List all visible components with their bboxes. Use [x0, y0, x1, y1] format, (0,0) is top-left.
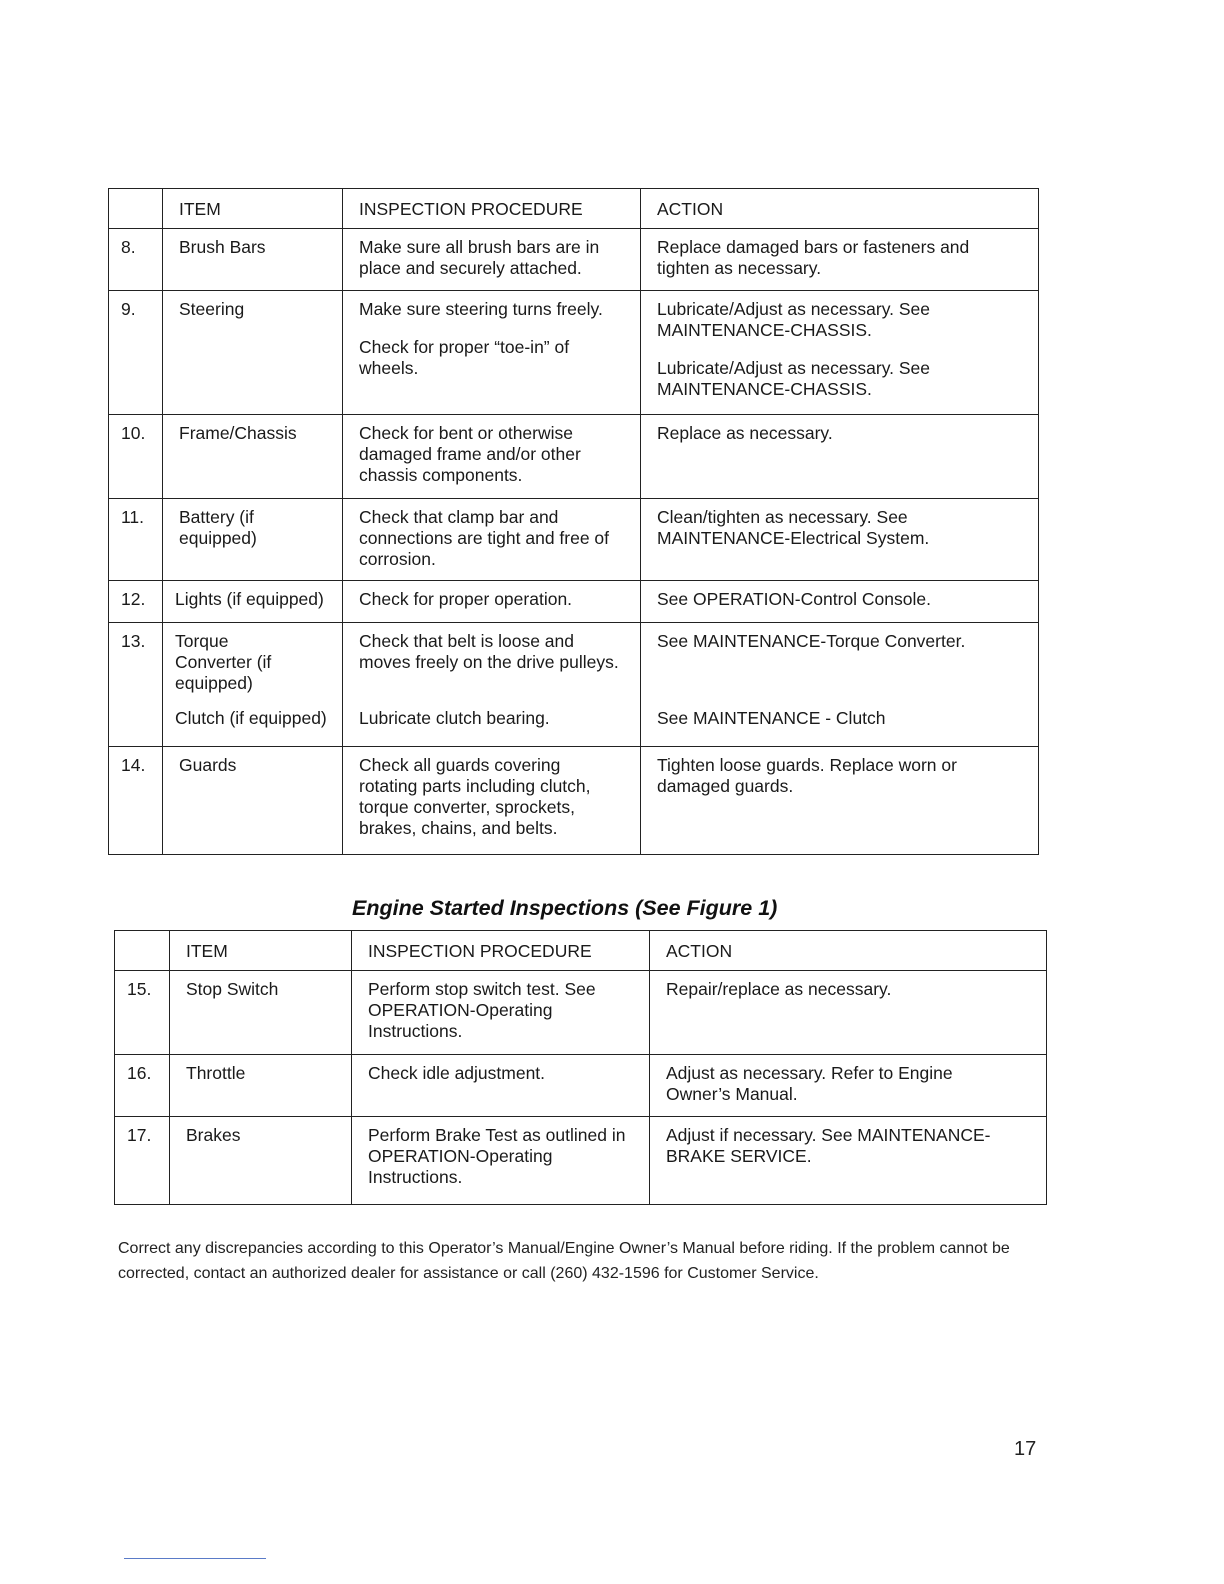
- row-num: 16.: [115, 1055, 170, 1117]
- row-procedure: Make sure all brush bars are in place and securely attached.: [343, 229, 641, 291]
- row-item: Steering: [163, 291, 343, 415]
- table-row: [109, 291, 1039, 415]
- item-line-1: Torque Converter (if equipped): [175, 631, 272, 693]
- table-row: [109, 581, 1039, 623]
- row-item: [163, 623, 343, 747]
- table-header-row: [109, 189, 1039, 229]
- scan-edge-line: [124, 1558, 266, 1559]
- row-action: Tighten loose guards. Replace worn or damaged guards.: [641, 747, 1039, 855]
- row-num: 9.: [109, 291, 163, 415]
- row-num: 15.: [115, 971, 170, 1055]
- table-row: [115, 1055, 1047, 1117]
- table-header-row: [115, 931, 1047, 971]
- action-line-1: See MAINTENANCE-Torque Converter.: [657, 631, 966, 651]
- action-line-2: See MAINTENANCE - Clutch: [657, 708, 886, 728]
- row-action: Adjust if necessary. See MAINTENANCE- BRAKE SERVICE.: [650, 1117, 1047, 1205]
- row-item: Frame/Chassis: [163, 415, 343, 499]
- row-procedure: Check all guards covering rotating parts including clutch, torque converter, sprockets, brakes, chains, and belts.: [343, 747, 641, 855]
- table-row: [109, 415, 1039, 499]
- procedure-line-2: Check for proper “toe-in” of wheels.: [359, 337, 570, 378]
- row-num: 13.: [109, 623, 163, 747]
- row-num: 8.: [109, 229, 163, 291]
- row-action: Adjust as necessary. Refer to Engine Owner’s Manual.: [650, 1055, 1047, 1117]
- row-num: 10.: [109, 415, 163, 499]
- row-procedure: Check for bent or otherwise damaged frame and/or other chassis components.: [343, 415, 641, 499]
- table-row: [115, 1117, 1047, 1205]
- row-num: 14.: [109, 747, 163, 855]
- row-num: 11.: [109, 499, 163, 581]
- row-item: Brakes: [170, 1117, 352, 1205]
- row-num: 12.: [109, 581, 163, 623]
- procedure-line-2: Lubricate clutch bearing.: [359, 708, 550, 728]
- row-action: See OPERATION-Control Console.: [641, 581, 1039, 623]
- header-action: ACTION: [641, 189, 1039, 229]
- row-action: Repair/replace as necessary.: [650, 971, 1047, 1055]
- row-procedure: Check that clamp bar and connections are tight and free of corrosion.: [343, 499, 641, 581]
- table-row: [109, 499, 1039, 581]
- action-line-1: Lubricate/Adjust as necessary. See MAINTENANCE-CHASSIS.: [657, 299, 931, 340]
- row-item: Brush Bars: [163, 229, 343, 291]
- row-item: Battery (if equipped): [163, 499, 343, 581]
- header-procedure: INSPECTION PROCEDURE: [352, 931, 650, 971]
- row-action: Clean/tighten as necessary. See MAINTENANCE-Electrical System.: [641, 499, 1039, 581]
- row-item: Throttle: [170, 1055, 352, 1117]
- header-item: ITEM: [170, 931, 352, 971]
- row-procedure: Check idle adjustment.: [352, 1055, 650, 1117]
- row-action: [641, 623, 1039, 747]
- header-num: [109, 189, 163, 229]
- header-procedure: INSPECTION PROCEDURE: [343, 189, 641, 229]
- row-procedure: Perform stop switch test. See OPERATION-Operating Instructions.: [352, 971, 650, 1055]
- header-action: ACTION: [650, 931, 1047, 971]
- row-item: Lights (if equipped): [163, 581, 343, 623]
- table-row: [109, 623, 1039, 747]
- table-row: [115, 971, 1047, 1055]
- row-action: Replace damaged bars or fasteners and tighten as necessary.: [641, 229, 1039, 291]
- header-item: ITEM: [163, 189, 343, 229]
- procedure-line-1: Check that belt is loose and moves freely on the drive pulleys.: [359, 631, 619, 672]
- action-line-2: Lubricate/Adjust as necessary. See MAINTENANCE-CHASSIS.: [657, 358, 931, 399]
- item-line-2: Clutch (if equipped): [175, 708, 327, 728]
- row-item: Stop Switch: [170, 971, 352, 1055]
- row-procedure: [343, 623, 641, 747]
- section-title: Engine Started Inspections (See Figure 1): [352, 896, 778, 920]
- row-action: [641, 291, 1039, 415]
- row-num: 17.: [115, 1117, 170, 1205]
- inspection-table-2: [114, 930, 1047, 1205]
- table-row: [109, 229, 1039, 291]
- table-row: [109, 747, 1039, 855]
- inspection-table-1: [108, 188, 1039, 855]
- row-item: Guards: [163, 747, 343, 855]
- page-number: 17: [1014, 1438, 1037, 1460]
- footnote: Correct any discrepancies according to this Operator’s Manual/Engine Owner’s Manual before riding. If the problem cannot be corrected, contact an authorized dealer for assistance or call (260) 432-1596 for Customer Service.: [118, 1240, 1010, 1282]
- row-procedure: Perform Brake Test as outlined in OPERATION-Operating Instructions.: [352, 1117, 650, 1205]
- header-num: [115, 931, 170, 971]
- row-procedure: [343, 291, 641, 415]
- row-procedure: Check for proper operation.: [343, 581, 641, 623]
- row-action: Replace as necessary.: [641, 415, 1039, 499]
- procedure-line-1: Make sure steering turns freely.: [359, 299, 603, 319]
